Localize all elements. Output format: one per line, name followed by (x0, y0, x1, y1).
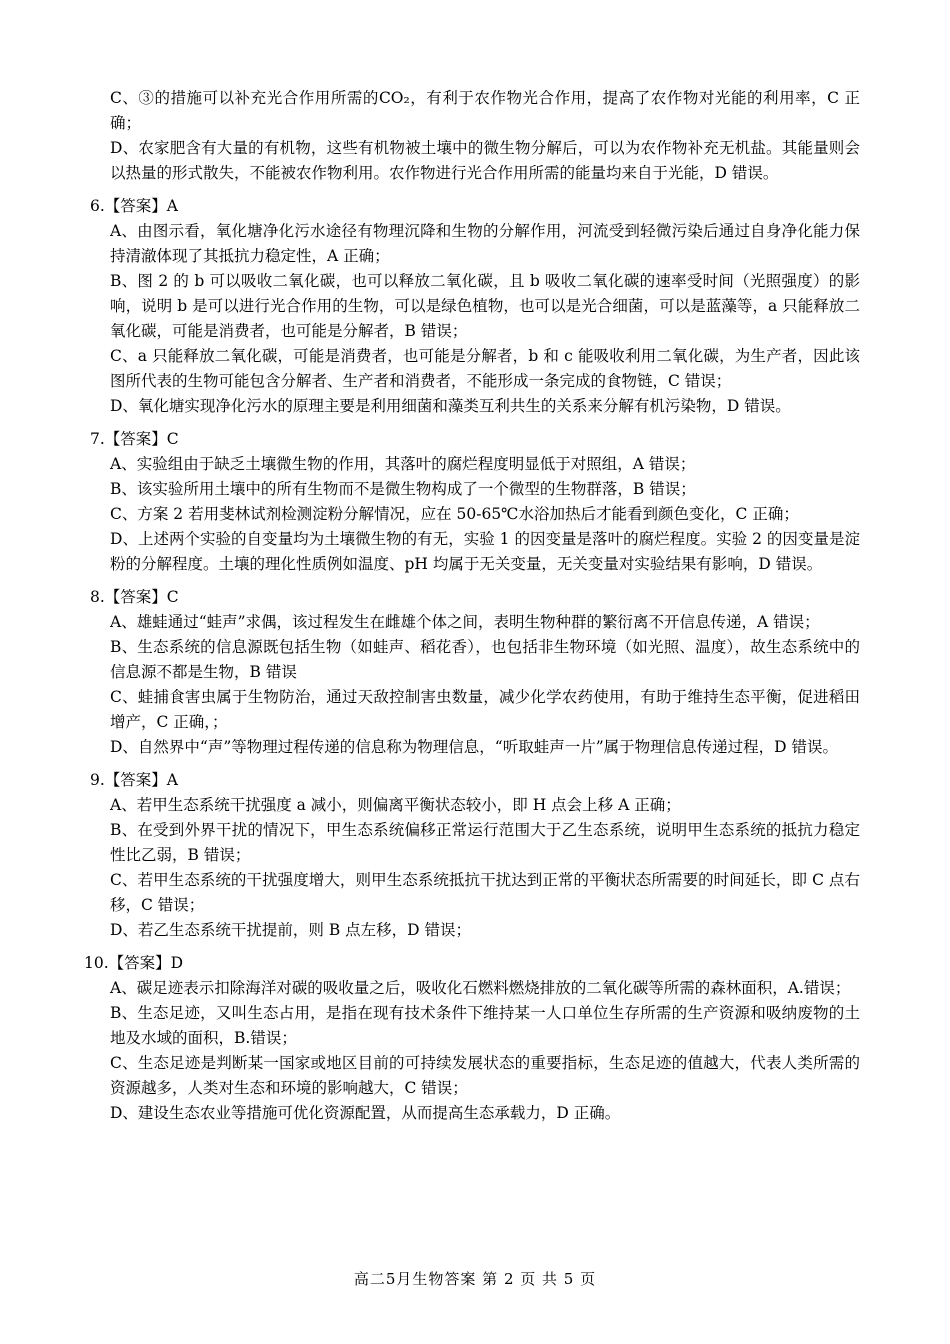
intro-section (0, 86, 950, 186)
answer-9-option-b: B、在受到外界干扰的情况下，甲生态系统偏移正常运行范围大于乙生态系统，说明甲生态系统的抵抗力稳定性比乙弱，B 错误； (110, 821, 860, 864)
answer-6-option-b: B、图 2 的 b 可以吸收二氧化碳，也可以释放二氧化碳，且 b 吸收二氧化碳的速率受时间（光照强度）的影响，说明 b 是可以进行光合作用的生物，可以是绿色植物，也可以是光合细菌，可以是蓝藻等，a 只能释放二氧化碳，可能是消费者，也可能是分解者，B 错误； (110, 272, 860, 340)
answer-10-option-c: C、生态足迹是判断某一国家或地区目前的可持续发展状态的重要指标，生态足迹的值越大，代表人类所需的资源越多，人类对生态和环境的影响越大，C 错误； (110, 1054, 860, 1097)
answer-8 (0, 585, 950, 760)
answer-10-option-b: B、生态足迹，又叫生态占用，是指在现有技术条件下维持某一人口单位生存所需的生产资源和吸纳废物的土地及水域的面积，B.错误； (110, 1004, 860, 1047)
intro-option-d: D、农家肥含有大量的有机物，这些有机物被土壤中的微生物分解后，可以为农作物补充无机盐。其能量则会以热量的形式散失，不能被农作物利用。农作物进行光合作用所需的能量均来自于光能，D 错误。 (110, 139, 860, 182)
answer-9 (0, 768, 950, 943)
answer-9-option-c: C、若甲生态系统的干扰强度增大，则甲生态系统抵抗干扰达到正常的平衡状态所需要的时间延长，即 C 点右移，C 错误； (110, 871, 860, 914)
answer-6-option-c: C、a 只能释放二氧化碳，可能是消费者，也可能是分解者，b 和 c 能吸收利用二氧化碳，为生产者，因此该图所代表的生物可能包含分解者、生产者和消费者，不能形成一条完成的食物链，C 错误； (110, 347, 860, 390)
answer-7 (0, 427, 950, 577)
answer-page (0, 86, 950, 1134)
answer-8-option-d: D、自然界中“声”等物理过程传递的信息称为物理信息，“听取蛙声一片”属于物理信息传递过程，D 错误。 (110, 738, 838, 756)
answer-10-heading: 10.【答案】D (84, 954, 184, 972)
answer-6-heading: 6.【答案】A (90, 197, 178, 215)
answer-7-option-b: B、该实验所用土壤中的所有生物而不是微生物构成了一个微型的生物群落，B 错误； (110, 480, 696, 498)
answer-7-option-d: D、上述两个实验的自变量均为土壤微生物的有无，实验 1 的因变量是落叶的腐烂程度。实验 2 的因变量是淀粉的分解程度。土壤的理化性质例如温度、pH 均属于无关变量，无关变量对实验结果有影响，D 错误。 (110, 530, 860, 573)
answer-8-option-a: A、雄蛙通过“蛙声”求偶，该过程发生在雌雄个体之间，表明生物种群的繁衍离不开信息传递，A 错误； (110, 613, 820, 631)
answer-8-heading: 8.【答案】C (90, 588, 179, 606)
page-footer: 高二5月生物答案 第 2 页 共 5 页 (353, 1270, 597, 1288)
answer-6 (0, 194, 950, 419)
answer-6-option-d: D、氧化塘实现净化污水的原理主要是利用细菌和藻类互利共生的关系来分解有机污染物，D 错误。 (110, 397, 791, 415)
answer-8-option-c: C、蛙捕食害虫属于生物防治，通过天敌控制害虫数量，减少化学农药使用，有助于维持生态平衡，促进稻田增产，C 正确，； (110, 688, 860, 731)
answer-10 (0, 951, 950, 1126)
answer-7-option-c: C、方案 2 若用斐林试剂检测淀粉分解情况，应在 50-65℃水浴加热后才能看到颜色变化，C 正确； (110, 505, 799, 523)
intro-option-c: C、③的措施可以补充光合作用所需的CO₂，有利于农作物光合作用，提高了农作物对光能的利用率，C 正确； (110, 89, 860, 132)
answer-8-option-b: B、生态系统的信息源既包括生物（如蛙声、稻花香），也包括非生物环境（如光照、温度），故生态系统中的信息源不都是生物，B 错误 (110, 638, 860, 681)
answer-10-option-a: A、碳足迹表示扣除海洋对碳的吸收量之后，吸收化石燃料燃烧排放的二氧化碳等所需的森林面积，A.错误； (110, 979, 851, 997)
answer-9-heading: 9.【答案】A (90, 771, 178, 789)
answer-9-option-a: A、若甲生态系统干扰强度 a 减小，则偏离平衡状态较小，即 H 点会上移 A 正确； (110, 796, 681, 814)
answer-6-option-a: A、由图示看，氧化塘净化污水途径有物理沉降和生物的分解作用，河流受到轻微污染后通过自身净化能力保持清澈体现了其抵抗力稳定性，A 正确； (110, 222, 860, 265)
answer-9-option-d: D、若乙生态系统干扰提前，则 B 点左移，D 错误； (110, 921, 472, 939)
answer-7-option-a: A、实验组由于缺乏土壤微生物的作用，其落叶的腐烂程度明显低于对照组，A 错误； (110, 455, 696, 473)
answer-7-heading: 7.【答案】C (90, 430, 179, 448)
answer-10-option-d: D、建设生态农业等措施可优化资源配置，从而提高生态承载力，D 正确。 (110, 1104, 621, 1122)
